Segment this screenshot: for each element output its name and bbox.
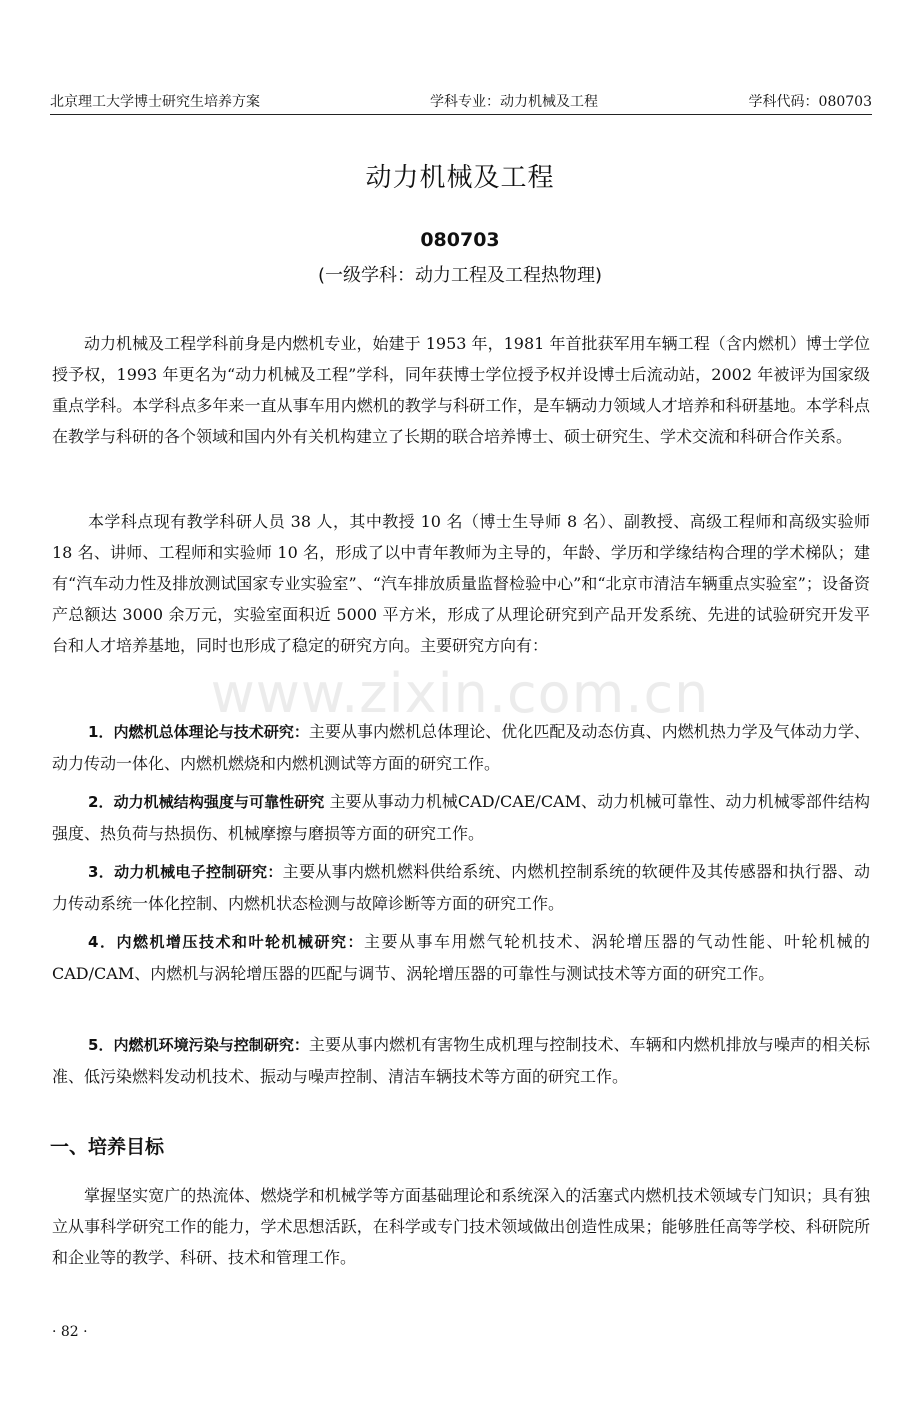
header-discipline-code: 学科代码：080703	[748, 94, 872, 110]
intro-paragraph: 本学科点现有教学科研人员 38 人，其中教授 10 名（博士生导师 8 名）、副教授、高级工程师和高级实验师 18 名、讲师、工程师和实验师 10 名，形成了以中青年教师为主导的，年龄、学历和学缘结构合理的学术梯队；建有“汽车动力性及排放测试国家专业实验室”、“汽车排放质量监督检验中心”和“北京市清洁车辆重点实验室”；设备资产总额达 3000 余万元，实验室面积近 5000 平方米，形成了从理论研究到产品开发系统、先进的试验研究开发平台和人才培养基地，同时也形成了稳定的研究方向。主要研究方向有：	[52, 512, 870, 655]
research-direction-number: 2．	[88, 793, 114, 811]
research-direction-text: 主要从事车用燃气轮机技术、涡轮增压器的气动性能、叶轮机械的CAD/CAM、内燃机与涡轮增压器的匹配与调节、涡轮增压器的可靠性与测试技术等方面的研究工作。	[52, 932, 870, 983]
discipline-code: 080703	[420, 229, 500, 251]
training-goals-paragraph: 掌握坚实宽广的热流体、燃烧学和机械学等方面基础理论和系统深入的活塞式内燃机技术领域专门知识；具有独立从事科学研究工作的能力，学术思想活跃，在科学或专门技术领域做出创造性成果；能够胜任高等学校、科研院所和企业等的教学、科研、技术和管理工作。	[52, 1186, 870, 1267]
research-direction-heading: 内燃机环境污染与控制研究：	[113, 1036, 309, 1054]
research-direction-item	[52, 926, 870, 989]
research-direction-text: 主要从事内燃机总体理论、优化匹配及动态仿真、内燃机热力学及气体动力学、动力传动一体化、内燃机燃烧和内燃机测试等方面的研究工作。	[52, 722, 870, 773]
research-direction-item	[52, 856, 870, 919]
research-direction-heading: 内燃机总体理论与技术研究：	[113, 723, 309, 741]
research-direction-heading: 内燃机增压技术和叶轮机械研究：	[116, 933, 364, 951]
header-document-title: 北京理工大学博士研究生培养方案	[50, 94, 260, 110]
page-title: 动力机械及工程	[365, 163, 555, 193]
page-header	[50, 92, 872, 115]
research-direction-number: 4．	[88, 933, 117, 951]
research-direction-number: 3．	[88, 863, 115, 881]
research-direction-item	[52, 1029, 870, 1092]
research-direction-number: 1．	[88, 723, 114, 741]
research-direction-text: 主要从事内燃机有害物生成机理与控制技术、车辆和内燃机排放与噪声的相关标准、低污染燃料发动机技术、振动与噪声控制、清洁车辆技术等方面的研究工作。	[52, 1035, 870, 1086]
research-direction-number: 5．	[88, 1036, 114, 1054]
watermark: www.zixin.com.cn	[210, 662, 710, 725]
research-direction-heading: 动力机械电子控制研究：	[114, 863, 283, 881]
research-direction-item	[52, 786, 870, 849]
research-direction-heading: 动力机械结构强度与可靠性研究	[113, 793, 325, 811]
research-direction-text: 主要从事动力机械CAD/CAE/CAM、动力机械可靠性、动力机械零部件结构强度、热负荷与热损伤、机械摩擦与磨损等方面的研究工作。	[52, 792, 870, 843]
page-number: · 82 ·	[52, 1324, 88, 1340]
section-heading-training-goals: 一、培养目标	[50, 1136, 165, 1158]
page-subtitle: (一级学科：动力工程及工程热物理)	[317, 265, 603, 286]
header-discipline: 学科专业：动力机械及工程	[430, 94, 598, 110]
research-direction-item	[52, 716, 870, 779]
research-direction-text: 主要从事内燃机燃料供给系统、内燃机控制系统的软硬件及其传感器和执行器、动力传动系统一体化控制、内燃机状态检测与故障诊断等方面的研究工作。	[52, 862, 870, 913]
intro-paragraph: 动力机械及工程学科前身是内燃机专业，始建于 1953 年，1981 年首批获军用车辆工程（含内燃机）博士学位授予权，1993 年更名为“动力机械及工程”学科，同年获博士学位授予权并设博士后流动站，2002 年被评为国家级重点学科。本学科点多年来一直从事车用内燃机的教学与科研工作，是车辆动力领域人才培养和科研基地。本学科点在教学与科研的各个领域和国内外有关机构建立了长期的联合培养博士、硕士研究生、学术交流和科研合作关系。	[52, 334, 870, 446]
